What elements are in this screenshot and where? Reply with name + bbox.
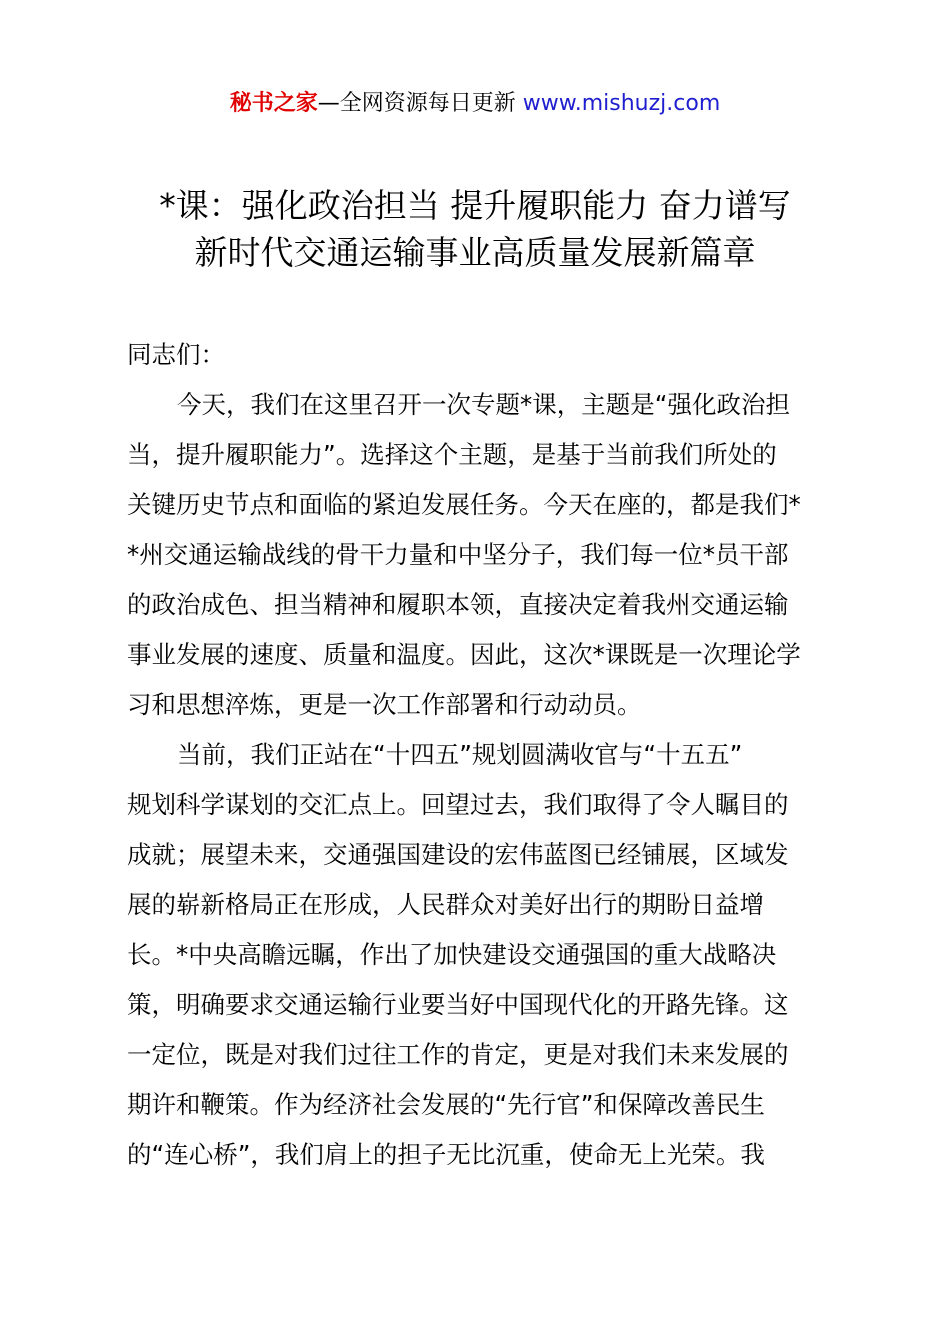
header-tagline: 全网资源每日更新	[339, 91, 523, 116]
paragraph-line: 策，明确要求交通运输行业要当好中国现代化的开路先锋。这	[127, 990, 789, 1019]
paragraph-line: 的“连心桥”，我们肩上的担子无比沉重，使命无上光荣。我	[127, 1140, 765, 1169]
paragraph-line: 一定位，既是对我们过往工作的肯定，更是对我们未来发展的	[127, 1040, 789, 1069]
paragraph-line: 展的崭新格局正在形成，人民群众对美好出行的期盼日益增	[127, 890, 764, 919]
document-body	[127, 330, 837, 1180]
title-line-2: 新时代交通运输事业高质量发展新篇章	[194, 233, 756, 272]
paragraph-line: 长。*中央高瞻远瞩，作出了加快建设交通强国的重大战略决	[127, 940, 777, 969]
paragraph-line: 当前，我们正站在“十四五”规划圆满收官与“十五五”	[177, 740, 743, 769]
paragraph-line: 期许和鞭策。作为经济社会发展的“先行官”和保障改善民生	[127, 1090, 765, 1119]
salutation: 同志们：	[127, 340, 225, 369]
paragraph-line: 成就；展望未来，交通强国建设的宏伟蓝图已经铺展，区域发	[127, 840, 789, 869]
paragraph-line: 事业发展的速度、质量和温度。因此，这次*课既是一次理论学	[127, 640, 801, 669]
paragraph-line: 关键历史节点和面临的紧迫发展任务。今天在座的，都是我们*	[127, 490, 801, 519]
page-header	[0, 88, 950, 120]
paragraph-line: *州交通运输战线的骨干力量和中坚分子，我们每一位*员干部	[127, 540, 789, 569]
title-line-1: *课：强化政治担当 提升履职能力 奋力谱写	[159, 186, 791, 225]
paragraph-line: 习和思想淬炼，更是一次工作部署和行动动员。	[127, 690, 642, 719]
site-brand: 秘书之家	[229, 91, 318, 116]
paragraph-line: 的政治成色、担当精神和履职本领，直接决定着我州交通运输	[127, 590, 789, 619]
paragraph-line: 当，提升履职能力”。选择这个主题，是基于当前我们所处的	[127, 440, 777, 469]
paragraph-2	[127, 730, 837, 1180]
paragraph-1	[127, 380, 837, 730]
document-title	[60, 182, 890, 276]
paragraph-line: 今天，我们在这里召开一次专题*课，主题是“强化政治担	[177, 390, 790, 419]
site-url-link[interactable]: www.mishuzj.com	[522, 91, 721, 116]
paragraph-line: 规划科学谋划的交汇点上。回望过去，我们取得了令人瞩目的	[127, 790, 789, 819]
header-dash: —	[317, 91, 340, 116]
